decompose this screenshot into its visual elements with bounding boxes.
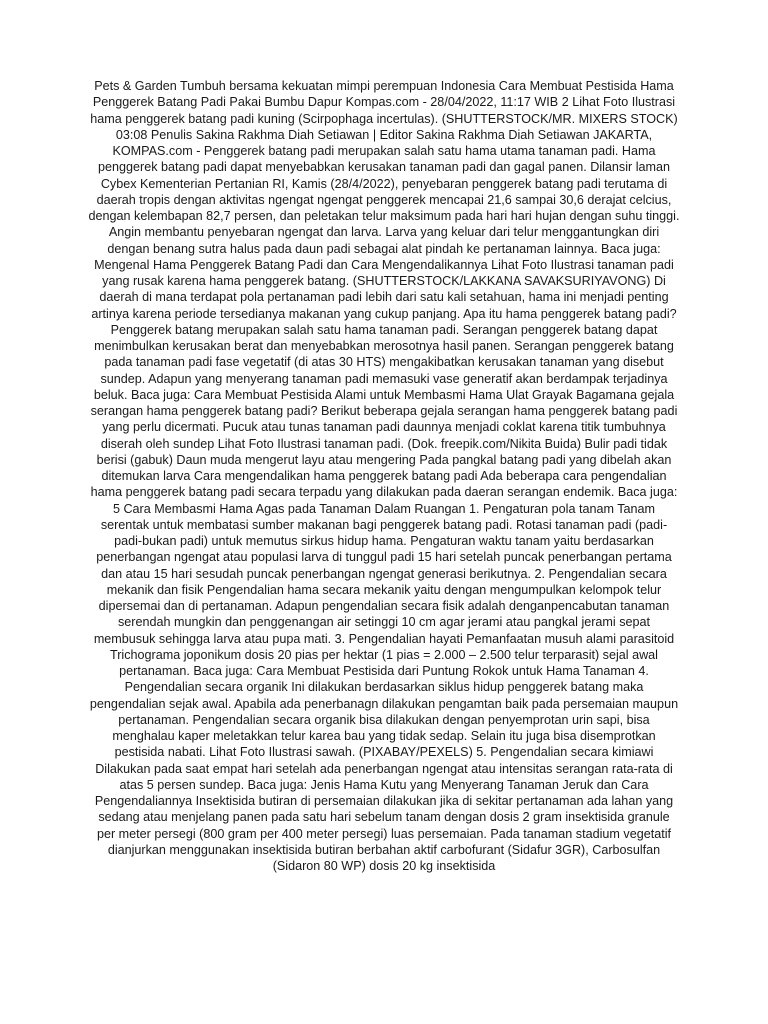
article-body-text: Pets & Garden Tumbuh bersama kekuatan mimpi perempuan Indonesia Cara Membuat Pestisida Hama Penggerek Batang Padi Pakai Bumbu Dapur Kompas.com - 28/04/2022, 11:17 WIB 2 Lihat Foto Ilustrasi hama penggerek batang padi kuning (Scirpophaga incertulas). (SHUTTERSTOCK/MR. MIXERS STOCK) 03:08 Penulis Sakina Rakhma Diah Setiawan | Editor Sakina Rakhma Diah Setiawan JAKARTA, KOMPAS.com - Penggerek batang padi merupakan salah satu hama utama tanaman padi. Hama penggerek batang padi dapat menyebabkan kerusakan tanaman padi dan gagal panen. Dilansir laman Cybex Kementerian Pertanian RI, Kamis (28/4/2022), penyebaran penggerek batang padi terutama di daerah tropis dengan aktivitas ngengat ngengat penggerek mencapai 21,6 sampai 30,6 derajat celcius, dengan kelembapan 82,7 persen, dan peletakan telur maksimum pada hari hari hujan dengan suhu tinggi. Angin membantu penyebaran ngengat dan larva. Larva yang keluar dari telur menggantungkan diri dengan benang sutra halus pada daun padi sebagai alat pindah ke pertanaman lainnya. Baca juga: Mengenal Hama Penggerek Batang Padi dan Cara Mengendalikannya Lihat Foto Ilustrasi tanaman padi yang rusak karena hama penggerek batang. (SHUTTERSTOCK/LAKKANA SAVAKSURIYAVONG) Di daerah di mana terdapat pola pertanaman padi lebih dari satu kali setahuan, hama ini menjadi penting artinya karena periode tersedianya makanan yang cukup panjang. Apa itu hama penggerek batang padi? Penggerek batang merupakan salah satu hama tanaman padi. Serangan penggerek batang dapat menimbulkan kerusakan berat dan menyebabkan merosotnya hasil panen. Serangan penggerek batang pada tanaman padi fase vegetatif (di atas 30 HTS) mengakibatkan kerusakan tanaman yang disebut sundep. Adapun yang menyerang tanaman padi memasuki vase generatif akan berdampak terjadinya beluk. Baca juga: Cara Membuat Pestisida Alami untuk Membasmi Hama Ulat Grayak Bagamana gejala serangan hama penggerek batang padi? Berikut beberapa gejala serangan hama penggerek batang padi yang perlu dicermati. Pucuk atau tunas tanaman padi daunnya menjadi coklat karena titik tumbuhnya diserah oleh sundep Lihat Foto Ilustrasi tanaman padi. (Dok. freepik.com/Nikita Buida) Bulir padi tidak berisi (gabuk) Daun muda mengerut layu atau mengering Pada pangkal batang padi yang dibelah akan ditemukan larva Cara mengendalikan hama penggerek batang padi Ada beberapa cara pengendalian hama penggerek batang padi secara terpadu yang dilakukan pada daeran serangan endemik. Baca juga: 5 Cara Membasmi Hama Agas pada Tanaman Dalam Ruangan 1. Pengaturan pola tanam Tanam serentak untuk membatasi sumber makanan bagi penggerek batang padi. Rotasi tanaman padi (padi-padi-bukan padi) untuk memutus sirkus hidup hama. Pengaturan waktu tanam yaitu berdasarkan penerbangan ngengat atau populasi larva di tunggul padi 15 hari setelah puncak penerbangan pertama dan atau 15 hari sesudah puncak penerbangan ngengat generasi berikutnya. 2. Pengendalian secara mekanik dan fisik Pengendalian hama secara mekanik yaitu dengan mengumpulkan kelompok telur dipersemai dan di pertanaman. Adapun pengendalian secara fisik adalah denganpencabutan tanaman serendah mungkin dan penggenangan air setinggi 10 cm agar jerami atau pangkal jerami sepat membusuk sehingga larva atau pupa mati. 3. Pengendalian hayati Pemanfaatan musuh alami parasitoid Trichograma joponikum dosis 20 pias per hektar (1 pias = 2.000 – 2.500 telur terparasit) sejal awal pertanaman. Baca juga: Cara Membuat Pestisida dari Puntung Rokok untuk Hama Tanaman 4. Pengendalian secara organik Ini dilakukan berdasarkan siklus hidup penggerek batang maka pengendalian sejak awal. Apabila ada penerbanagn dilakukan pengamtan baik pada persemaian maupun pertanaman. Pengendalian secara organik bisa dilakukan dengan penyemprotan urin sapi, bisa menghalau kaper meletakkan telur karea bau yang tidak sedap. Selain itu juga bisa disemprotkan pestisida nabati. Lihat Foto Ilustrasi sawah. (PIXABAY/PEXELS) 5. Pengendalian secara kimiawi Dilakukan pada saat empat hari setelah ada penerbangan ngengat atau intensitas serangan rata-rata di atas 5 persen sundep. Baca juga: Jenis Hama Kutu yang Menyerang Tanaman Jeruk dan Cara Pengendaliannya Insektisida butiran di persemaian dilakukan jika di sekitar pertanaman ada lahan yang sedang atau menjelang panen pada satu hari sebelum tanam dengan dosis 2 gram insektisida granule per meter persegi (800 gram per 400 meter persegi) luas persemaian. Pada tanaman stadium vegetatif dianjurkan menggunakan insektisida butiran berbahan aktif carbofurant (Sidafur 3GR), Carbosulfan (Sidaron 80 WP) dosis 20 kg insektisida	[88, 79, 680, 873]
